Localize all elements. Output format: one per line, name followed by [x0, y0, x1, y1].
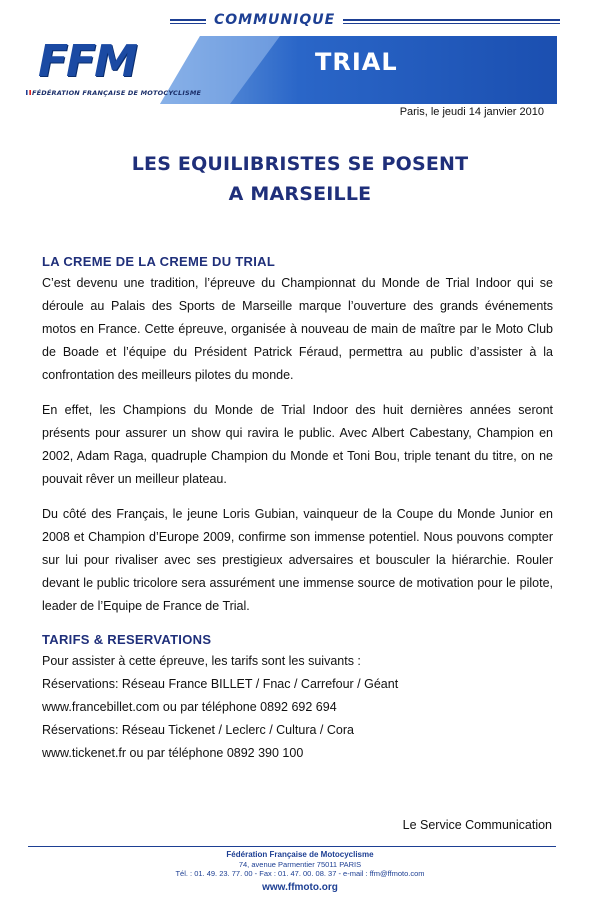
article-body	[42, 252, 553, 765]
title-line-2: A MARSEILLE	[228, 183, 372, 205]
reservation-contact: www.tickenet.fr ou par téléphone 0892 390 100	[42, 746, 304, 760]
footer-address: 74, avenue Parmentier 75011 PARIS	[238, 860, 362, 869]
footer-contact: Tél. : 01. 49. 23. 77. 00 - Fax : 01. 47. 00. 08. 37 - e-mail : ffm@ffmoto.com	[175, 869, 425, 878]
ffm-logo: FFM	[38, 36, 136, 87]
footer-rule	[28, 846, 556, 847]
section-heading-tarifs: TARIFS & RESERVATIONS	[42, 632, 212, 647]
paragraph: Du côté des Français, le jeune Loris Gubian, vainqueur de la Coupe du Monde Junior en 2008 et Champion d’Europe 2009, confirme son immense potentiel. Nous pouvons compter sur lui pour rivaliser avec ses prestigieux adversaires et bousculer la hiérarchie. Rouler devant le public tricolore sera assurément une immense source de motivation pour le pilote, leader de l’Equipe de France de Trial.	[42, 507, 553, 613]
reservation-line: Réservations: Réseau Tickenet / Leclerc / Cultura / Cora	[42, 723, 354, 737]
paragraph: C’est devenu une tradition, l’épreuve du Championnat du Monde de Trial Indoor qui se déroule au Palais des Sports de Marseille marque l’ouverture des grands événements motos en France. Cette épreuve, organisée à nouveau de main de maître par le Moto Club de Boade et l’équipe du Président Patrick Féraud, permettra au public d’assister à la confrontation des meilleurs pilotes du monde.	[42, 276, 553, 382]
banner-label: TRIAL	[315, 48, 398, 76]
footer	[0, 850, 600, 895]
french-flag-icon	[26, 90, 31, 95]
tarifs-intro: Pour assister à cette épreuve, les tarifs sont les suivants :	[42, 654, 361, 668]
section-heading-creme: LA CREME DE LA CREME DU TRIAL	[42, 254, 276, 269]
footer-org: Fédération Française de Motocyclisme	[226, 850, 374, 859]
reservation-contact: www.francebillet.com ou par téléphone 0892 692 694	[42, 700, 337, 714]
signature: Le Service Communication	[402, 818, 552, 832]
reservation-line: Réservations: Réseau France BILLET / Fnac / Carrefour / Géant	[42, 677, 399, 691]
footer-website: www.ffmoto.org	[262, 882, 338, 893]
communique-label: COMMUNIQUE	[206, 10, 343, 30]
paragraph: En effet, les Champions du Monde de Trial Indoor des huit dernières années seront présents pour assurer un show qui ravira le public. Avec Albert Cabestany, Champion en 2002, Adam Raga, quadruple Champion du Monde et Toni Bou, triple tenant du titre, on ne pouvait rêver un meilleur plateau.	[42, 403, 553, 486]
title-line-1: LES EQUILIBRISTES SE POSENT	[131, 153, 469, 175]
logo-subtitle: FÉDÉRATION FRANÇAISE DE MOTOCYCLISME	[32, 89, 202, 97]
page-title	[0, 149, 600, 209]
dateline: Paris, le jeudi 14 janvier 2010	[399, 106, 544, 118]
